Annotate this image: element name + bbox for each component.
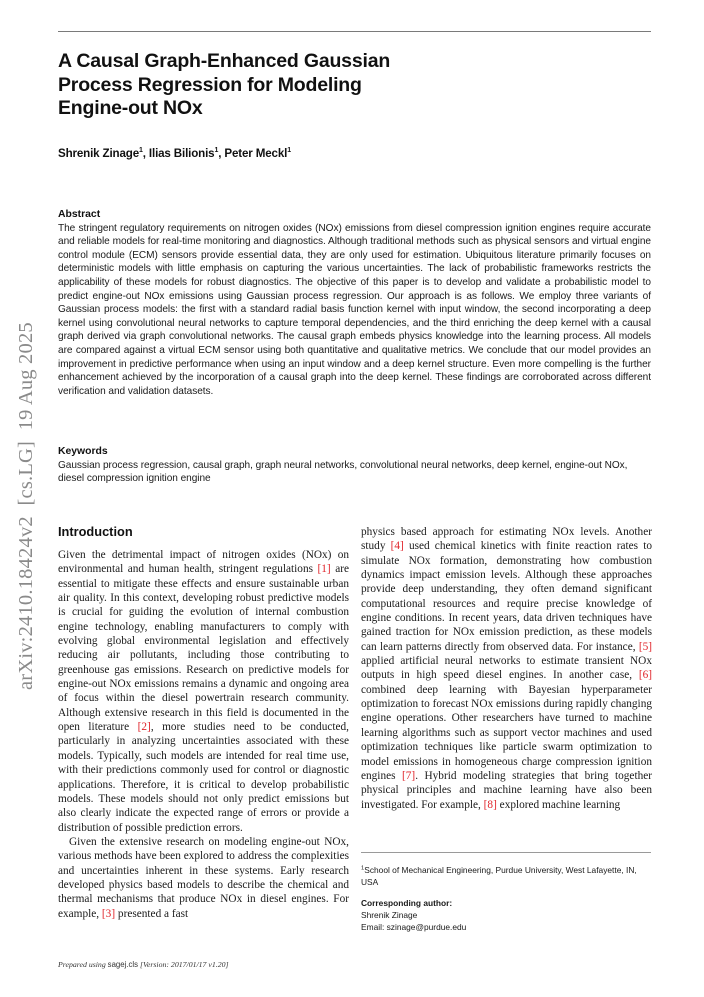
body-column-right — [361, 525, 652, 812]
citation-link[interactable]: [5] — [638, 640, 652, 653]
citation-link[interactable]: [2] — [137, 721, 151, 734]
author-name: Shrenik Zinage — [58, 147, 140, 160]
body-text: explored machine learning — [496, 798, 621, 811]
body-text: . Hybrid modeling strategies that bring together physical principles and machine learning have also been investigated. For example, — [361, 769, 653, 811]
affiliation-text: School of Mechanical Engineering, Purdue University, West Lafayette, IN, USA — [361, 865, 637, 887]
author-list — [58, 147, 291, 160]
citation-link[interactable]: [4] — [390, 540, 404, 553]
footnote-separator — [361, 852, 651, 853]
affiliation-mark: 1 — [361, 865, 365, 872]
intro-paragraph-1 — [58, 548, 349, 835]
author-name: Ilias Bilionis — [148, 147, 215, 160]
corresponding-author-name: Shrenik Zinage — [361, 910, 418, 920]
body-text: Given the detrimental impact of nitrogen oxides (NOx) on environmental and human health, stringent regulations — [58, 549, 349, 576]
prepared-using-footer — [58, 960, 229, 969]
affiliation-footnote — [361, 864, 652, 888]
title-line: A Causal Graph-Enhanced Gaussian — [58, 50, 391, 72]
class-file-name: sagej.cls — [107, 960, 139, 969]
body-text: , more studies need to be conducted, particularly in analyzing uncertainties associated with these models. Typically, such models are intended for real time use, with their predictions commonly used for control or diagnostic applications. Therefore, it is critical to develop probabilistic models. These models should not only predict emissions but also clearly indicate the expected range of errors or provide a distribution of possible prediction errors. — [58, 721, 349, 834]
body-column-left — [58, 524, 349, 921]
body-text: are essential to mitigate these effects and ensure sustainable urban air quality. In this context, developing robust predictive models is crucial for guiding the evolution of internal combustion engine technology, enabling manufacturers to comply with evolving global environmental legislation and effectively reducing air pollutants, including those contributing to greenhouse gas emissions. Research on predictive models for engine-out NOx emissions remains a dynamic and ongoing area of focus within the diesel powertrain research community. Although extensive research in this field is documented in the open literature — [58, 563, 349, 734]
arxiv-identifier-stamp[interactable]: arXiv:2410.18424v2 [cs.LG] 19 Aug 2025 — [15, 322, 37, 690]
abstract-section — [58, 208, 651, 398]
title-line: Engine-out NOx — [58, 97, 203, 119]
body-text: combined deep learning with Bayesian hyperparameter optimization to forecast NOx emissions during rapidly changing engine operations. Other researchers have turned to machine learning algorithms such as support vector machines and used optimization techniques like particle swarm optimization to model emissions in homogeneous charge compression ignition engines — [361, 683, 652, 782]
author-separator: , — [218, 147, 225, 160]
body-text: physics based approach for estimating NOx levels. Another study — [361, 526, 652, 553]
abstract-heading: Abstract — [58, 209, 101, 220]
author-name: Peter Meckl — [224, 147, 288, 160]
citation-link[interactable]: [3] — [101, 907, 116, 920]
corresponding-author-email[interactable]: Email: szinage@purdue.edu — [361, 922, 467, 932]
title-line: Process Regression for Modeling — [58, 73, 362, 96]
corresponding-author-label: Corresponding author: — [361, 898, 453, 908]
paper-title — [58, 50, 478, 121]
intro-paragraph-2-continued — [361, 525, 652, 812]
body-text: applied artificial neural networks to estimate transient NOx outputs in high speed diesel engines. In another case, — [361, 655, 652, 682]
citation-link[interactable]: [1] — [317, 563, 331, 576]
abstract-text: The stringent regulatory requirements on nitrogen oxides (NOx) emissions from diesel compression ignition engines require accurate and reliable models for real-time monitoring and diagnostics. Although traditional methods such as physical sensors and virtual engine control module (ECM) sensors provide essential data, they are only used for estimation. Ubiquitous literature primarily focuses on deterministic models with little emphasis on capturing the various uncertainties. The lack of probabilistic frameworks restricts the applicability of these models for robust diagnostics. The objective of this paper is to develop and validate a probabilistic model to predict engine-out NOx emissions using Gaussian process regression. Our approach is as follows. We employ three variants of Gaussian process models: the first with a standard radial basis function kernel with input window, the second incorporating a deep kernel using convolutional neural networks to capture temporal dependencies, and the third enriching the deep kernel with a causal graph derived via graph convolutional networks. The causal graph embeds physics knowledge into the learning process. All models are compared against a virtual ECM sensor using both quantitative and qualitative metrics. We conclude that our model provides an improvement in predictive performance when using an input window and a deep kernel structure. Even more compelling is the further enhancement achieved by the incorporation of a causal graph into the deep kernel. These findings are corroborated across different verification and validation datasets. — [58, 222, 651, 397]
affiliation-mark: 1 — [139, 147, 143, 154]
prepared-version: [Version: 2017/01/17 v1.20] — [138, 960, 229, 969]
author-separator: , — [142, 147, 149, 160]
keywords-text: Gaussian process regression, causal graph, graph neural networks, convolutional neural networks, deep kernel, engine-out NOx, diesel compression ignition engine — [58, 459, 628, 485]
citation-link[interactable]: [7] — [402, 769, 416, 782]
top-rule — [58, 31, 651, 32]
footnotes — [361, 864, 652, 933]
prepared-prefix: Prepared using — [58, 960, 108, 969]
affiliation-mark: 1 — [214, 147, 219, 154]
keywords-section — [58, 445, 651, 486]
intro-paragraph-2 — [58, 835, 349, 921]
body-text: presented a fast — [115, 907, 189, 920]
affiliation-mark: 1 — [287, 147, 291, 154]
body-text: Given the extensive research on modeling engine-out NOx, various methods have been explored to address the complexities and uncertainties inherent in these systems. Early research developed physics based models to describe the chemical and thermal mechanisms that produce NOx in diesel engines. For example, — [58, 835, 349, 920]
citation-link[interactable]: [6] — [638, 669, 652, 682]
introduction-heading: Introduction — [58, 524, 133, 539]
citation-link[interactable]: [8] — [483, 798, 497, 811]
body-text: used chemical kinetics with finite reaction rates to simulate NOx formation, demonstrating how combustion dynamics impact emission levels. Although these approaches provide deep understanding, they often demand significant computational resources and require precise knowledge of engine conditions. In recent years, data driven techniques have gained traction for NOx emission prediction, as these models can learn patterns directly from observed data. For instance, — [361, 540, 652, 653]
keywords-heading: Keywords — [58, 446, 108, 457]
